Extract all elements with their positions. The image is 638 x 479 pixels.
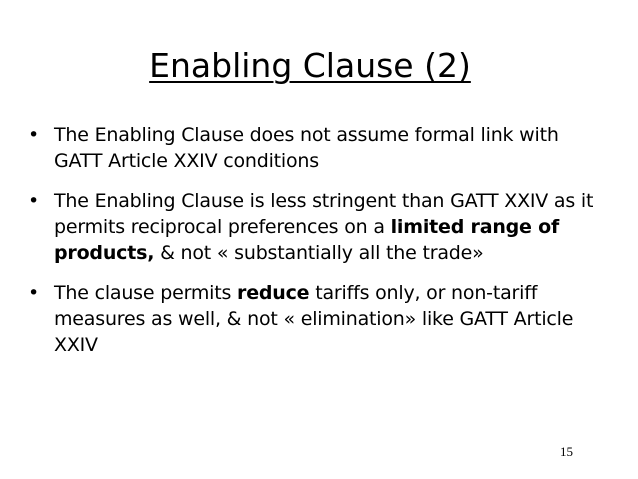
bullet-icon: •	[28, 282, 40, 304]
page-number: 15	[560, 444, 573, 459]
bullet-text	[54, 124, 559, 172]
bullet-list	[28, 122, 608, 372]
bullet-item	[28, 280, 608, 358]
bullet-text	[54, 190, 593, 264]
bullet-item	[28, 188, 608, 266]
bullet-icon: •	[28, 190, 40, 212]
bullet-text-emphasis: limited range of products,	[54, 216, 560, 264]
bullet-text-segment: tariffs only, or non-tariff measures as well, & not « elimination» like GATT Article XXIV	[54, 282, 574, 356]
bullet-text-segment: & not « substantially all the trade»	[154, 242, 484, 264]
bullet-text-emphasis: reduce	[237, 282, 310, 304]
bullet-icon: •	[28, 124, 40, 146]
slide-title	[0, 44, 620, 88]
bullet-text-segment: The Enabling Clause is less stringent than GATT XXIV as it permits reciprocal preferences on a	[54, 190, 594, 238]
slide-title-text: Enabling Clause (2)	[149, 46, 471, 85]
bullet-item	[28, 122, 608, 174]
bullet-text-segment: The clause permits	[54, 282, 238, 304]
bullet-text	[54, 282, 573, 356]
bullet-text-segment: The Enabling Clause does not assume formal link with GATT Article XXIV conditions	[54, 124, 559, 172]
